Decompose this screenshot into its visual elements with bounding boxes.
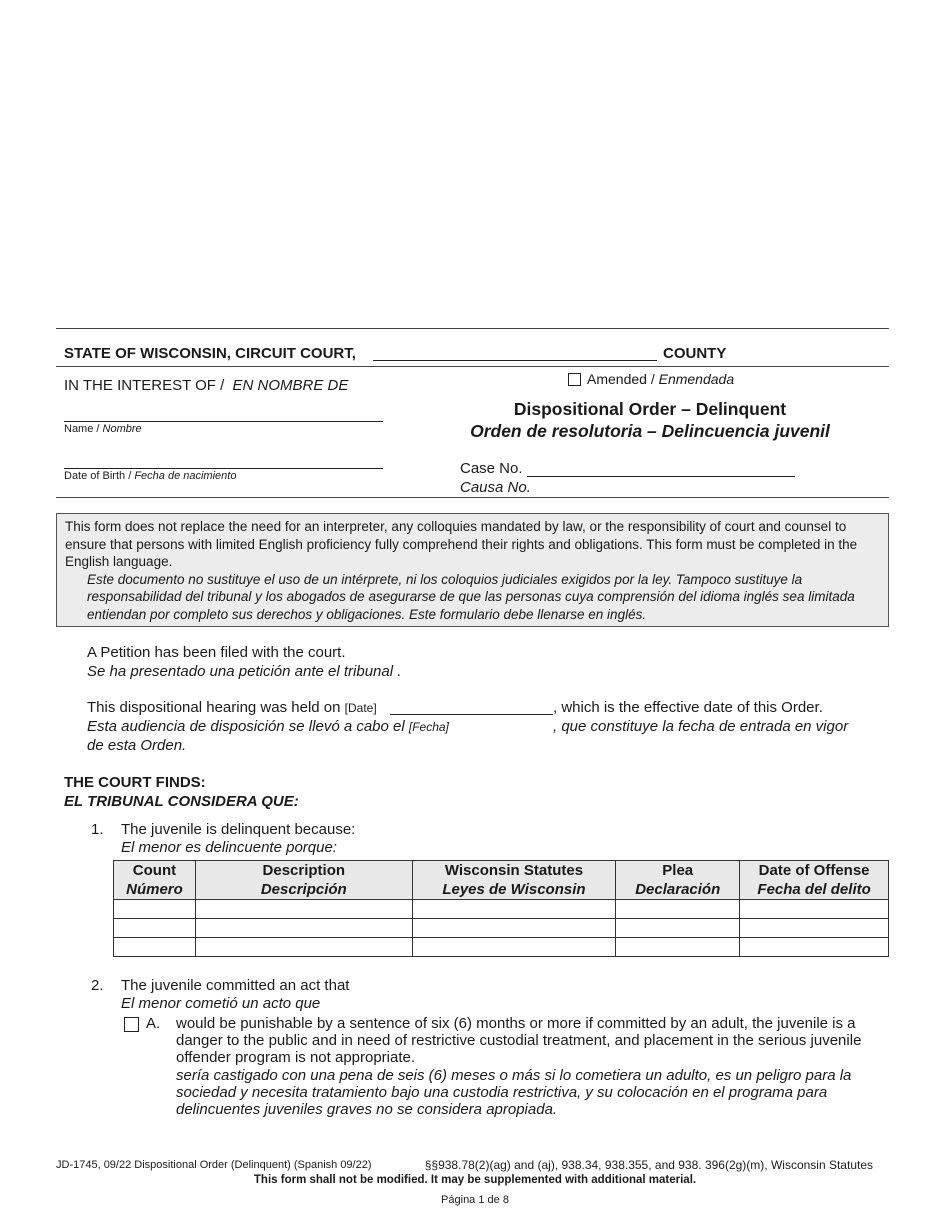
option-a-en: would be punishable by a sentence of six (6) months or more if committed by an adult, the juvenile is a danger to the public and in need of restrictive custodial treatment, and placement in the serious juvenile offender program is not appropriate. — [176, 1015, 862, 1067]
header-bottom-rule — [56, 497, 889, 498]
item1-number: 1. — [91, 821, 104, 838]
name-field[interactable] — [64, 421, 383, 422]
table-cell[interactable] — [616, 900, 740, 919]
hearing-es-pre — [87, 718, 449, 735]
amended-es: Enmendada — [658, 371, 735, 387]
table-cell[interactable] — [114, 919, 196, 938]
col-statutes-en: Wisconsin Statutes — [444, 862, 584, 879]
modification-notice: This form shall not be modified. It may be supplemented with additional material. — [253, 1174, 697, 1186]
table-row — [114, 919, 889, 938]
case-no-field[interactable] — [527, 476, 795, 477]
case-no-label: Case No. — [460, 460, 523, 477]
option-a-text — [176, 1015, 886, 1118]
col-plea-es: Declaración — [635, 881, 721, 898]
col-plea-en: Plea — [662, 862, 694, 879]
item1-en: The juvenile is delinquent because: — [121, 821, 356, 838]
dob-label-en: Date of Birth / — [64, 470, 132, 482]
notice-en: This form does not replace the need for an interpreter, any colloquies mandated by law, or the responsibility of court and counsel to ensure that persons with limited English proficiency fully comprehend their rights and obligations. This form must be completed in the English language. — [65, 519, 858, 569]
table-row — [114, 938, 889, 957]
title-en: Dispositional Order – Delinquent — [513, 399, 787, 419]
table-cell[interactable] — [114, 900, 196, 919]
county-label: COUNTY — [663, 345, 727, 362]
table-cell[interactable] — [616, 919, 740, 938]
col-description — [195, 861, 412, 900]
table-cell[interactable] — [412, 919, 616, 938]
table-cell[interactable] — [114, 938, 196, 957]
col-statutes — [412, 861, 616, 900]
option-a-checkbox[interactable] — [124, 1017, 139, 1032]
statutes-reference: §§938.78(2)(ag) and (aj), 938.34, 938.355, and 938. 396(2g)(m), Wisconsin Statutes — [424, 1158, 873, 1172]
hearing-date-field[interactable] — [390, 714, 553, 715]
hearing-en-text: This dispositional hearing was held on — [87, 699, 341, 716]
dob-label — [64, 470, 236, 482]
col-count-es: Número — [126, 881, 183, 898]
name-label — [64, 423, 142, 435]
page-number: Página 1 de 8 — [441, 1194, 509, 1206]
form-id: JD-1745, 09/22 Dispositional Order (Delinquent) (Spanish 09/22) — [56, 1159, 372, 1171]
interest-en: IN THE INTEREST OF / — [64, 377, 225, 394]
table-cell[interactable] — [616, 938, 740, 957]
amended-en: Amended / — [587, 371, 655, 387]
hearing-en-post: , which is the effective date of this Order. — [553, 699, 823, 716]
col-statutes-es: Leyes de Wisconsin — [442, 881, 586, 898]
table-cell[interactable] — [740, 919, 889, 938]
hearing-en-pre — [87, 699, 377, 716]
petition-es: Se ha presentado una petición ante el tribunal . — [87, 663, 402, 680]
case-no-label-es: Causa No. — [460, 479, 531, 496]
offense-table-header — [114, 861, 889, 900]
dob-label-es: Fecha de nacimiento — [134, 470, 237, 482]
table-cell[interactable] — [195, 919, 412, 938]
court-label: STATE OF WISCONSIN, CIRCUIT COURT, — [64, 345, 356, 362]
hearing-es-post: , que constituye la fecha de entrada en vigor — [553, 718, 849, 735]
top-rule — [56, 328, 889, 329]
hearing-es-text: Esta audiencia de disposición se llevó a cabo el — [87, 718, 405, 735]
table-cell[interactable] — [412, 938, 616, 957]
table-cell[interactable] — [740, 900, 889, 919]
date-tag-en: [Date] — [344, 701, 377, 715]
table-cell[interactable] — [195, 938, 412, 957]
amended-label — [587, 371, 734, 387]
col-description-en: Description — [262, 862, 346, 879]
title-es: Orden de resolutoria – Delincuencia juvenil — [470, 421, 830, 441]
findings-heading-es: EL TRIBUNAL CONSIDERA QUE: — [64, 793, 299, 810]
name-label-en: Name / — [64, 423, 100, 435]
item2-en: The juvenile committed an act that — [121, 977, 350, 994]
amended-checkbox[interactable] — [568, 373, 581, 386]
col-date-es: Fecha del delito — [757, 881, 871, 898]
dob-field[interactable] — [64, 468, 383, 469]
col-date-of-offense — [740, 861, 889, 900]
offense-table — [113, 860, 889, 957]
name-label-es: Nombre — [102, 423, 142, 435]
col-plea — [616, 861, 740, 900]
item2-number: 2. — [91, 977, 104, 994]
date-tag-es: [Fecha] — [408, 720, 449, 734]
col-description-es: Descripción — [260, 881, 347, 898]
interest-es: EN NOMBRE DE — [232, 377, 349, 394]
option-a-es: sería castigado con una pena de seis (6) meses o más si lo cometiera un adulto, es un peligro para la sociedad y necesita tratamiento bajo una custodia restrictiva, y su colocación en el programa para delincuentes juveniles graves no se considera apropiada. — [176, 1066, 852, 1119]
table-cell[interactable] — [740, 938, 889, 957]
col-count-en: Count — [132, 862, 177, 879]
table-cell[interactable] — [195, 900, 412, 919]
hearing-es-line2: de esta Orden. — [87, 737, 187, 754]
table-cell[interactable] — [412, 900, 616, 919]
notice-es: Este documento no sustituye el uso de un intérprete, ni los coloquios judiciales exigidos por la ley. Tampoco sustituye la responsabilidad del tribunal y los abogados de asegurarse de que las personas cuya comprensión del idioma inglés sea limitada entiendan por completo sus derechos y obligaciones. Este formulario debe llenarse en inglés. — [87, 571, 855, 622]
table-row — [114, 900, 889, 919]
item2-es: El menor cometió un acto que — [121, 995, 321, 1012]
header-rule — [56, 366, 889, 367]
col-count — [114, 861, 196, 900]
option-a-label: A. — [146, 1015, 161, 1032]
interpreter-notice — [56, 513, 889, 627]
interest-of-label — [64, 377, 348, 394]
item1-es: El menor es delincuente porque: — [121, 839, 337, 856]
county-field[interactable] — [373, 360, 657, 361]
findings-heading-en: THE COURT FINDS: — [64, 774, 206, 791]
petition-en: A Petition has been filed with the court. — [87, 644, 346, 661]
col-date-en: Date of Offense — [758, 862, 870, 879]
